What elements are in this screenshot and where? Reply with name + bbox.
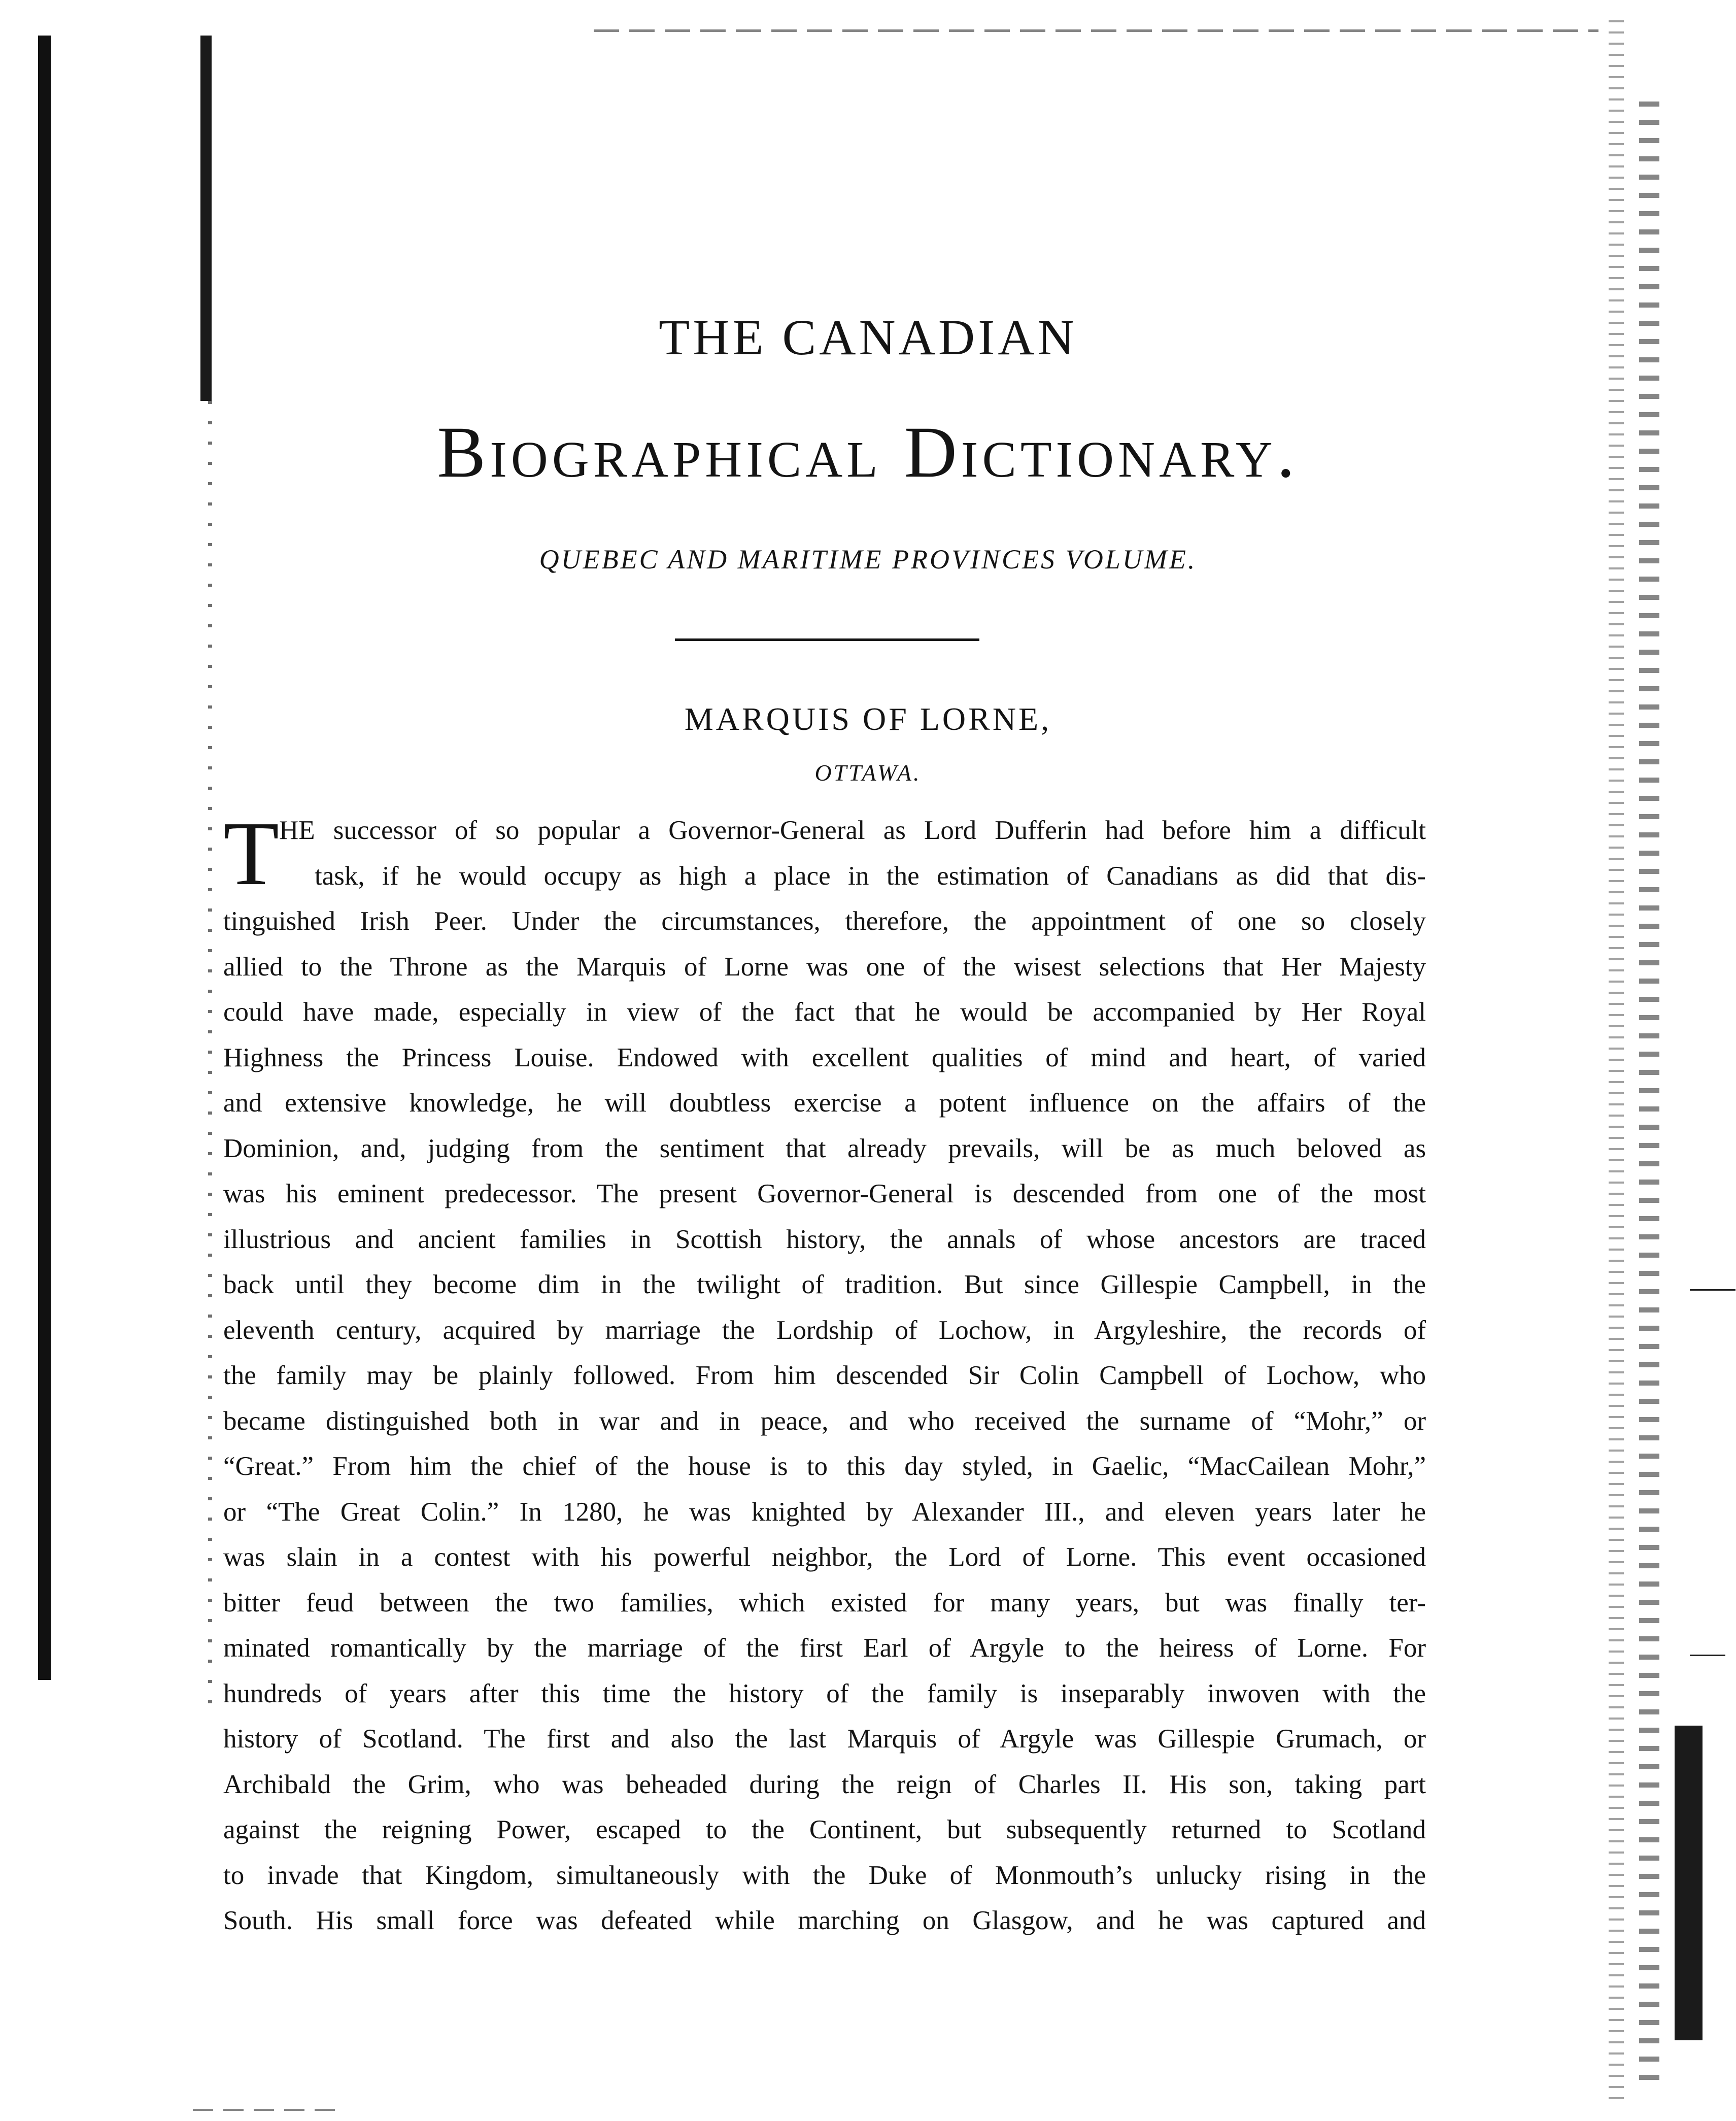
- body-line: back until they become dim in the twilight of tradition. But since Gillespie Campbell, in the: [223, 1270, 1426, 1299]
- title-divider: [675, 638, 979, 641]
- scan-binding-shadow: [38, 36, 51, 1680]
- body-line: task, if he would occupy as high a place in the estimation of Canadians as did that dis-: [315, 861, 1426, 891]
- entry-location: OTTAWA.: [814, 760, 922, 786]
- body-line: Highness the Princess Louise. Endowed with excellent qualities of mind and heart, of varied: [223, 1042, 1426, 1072]
- body-line: and extensive knowledge, he will doubtless exercise a potent influence on the affairs of the: [223, 1088, 1426, 1118]
- body-line: history of Scotland. The first and also the last Marquis of Argyle was Gillespie Grumach, or: [223, 1724, 1426, 1754]
- body-line: South. His small force was defeated while marching on Glasgow, and he was captured and: [223, 1906, 1426, 1935]
- body-line: or “The Great Colin.” In 1280, he was knighted by Alexander III., and eleven years later he: [223, 1497, 1426, 1527]
- body-line: was slain in a contest with his powerful neighbor, the Lord of Lorne. This event occasioned: [223, 1542, 1426, 1572]
- body-line: minated romantically by the marriage of the first Earl of Argyle to the heiress of Lorne. For: [223, 1633, 1426, 1663]
- body-line: “Great.” From him the chief of the house is to this day styled, in Gaelic, “MacCailean Mohr,”: [223, 1452, 1426, 1481]
- scan-right-edge-block: [1675, 1726, 1703, 2040]
- body-line: allied to the Throne as the Marquis of Lorne was one of the wisest selections that Her Majesty: [223, 952, 1426, 982]
- scan-side-tick: [1690, 1655, 1725, 1656]
- body-line: tinguished Irish Peer. Under the circumstances, therefore, the appointment of one so closely: [223, 906, 1426, 936]
- body-line: Dominion, and, judging from the sentiment that already prevails, will be as much beloved as: [223, 1133, 1426, 1163]
- scan-gutter-speckle: [208, 401, 212, 1721]
- body-line: to invade that Kingdom, simultaneously with the Duke of Monmouth’s unlucky rising in the: [223, 1860, 1426, 1890]
- body-line: illustrious and ancient families in Scottish history, the annals of whose ancestors are traced: [223, 1224, 1426, 1254]
- body-line: eleventh century, acquired by marriage the Lordship of Lochow, in Argyleshire, the records of: [223, 1315, 1426, 1345]
- entry-heading: MARQUIS OF LORNE,: [684, 701, 1052, 737]
- body-line: the family may be plainly followed. From him descended Sir Colin Campbell of Lochow, who: [223, 1361, 1426, 1390]
- volume-title: QUEBEC AND MARITIME PROVINCES VOLUME.: [539, 544, 1197, 575]
- scan-top-edge-mark: [594, 29, 1598, 32]
- publication-title: THE CANADIAN: [659, 309, 1077, 365]
- publication-subtitle: Biographical Dictionary.: [437, 412, 1299, 493]
- scan-right-edge-noise-2: [1639, 102, 1659, 2081]
- body-line: HE successor of so popular a Governor-General as Lord Dufferin had before him a difficult: [279, 816, 1426, 845]
- drop-cap: T: [223, 803, 279, 904]
- scan-bottom-edge-mark: [193, 2109, 345, 2111]
- body-line: hundreds of years after this time the history of the family is inseparably inwoven with the: [223, 1678, 1426, 1708]
- body-line: was his eminent predecessor. The present Governor-General is descended from one of the most: [223, 1179, 1426, 1208]
- entry-body: [223, 803, 1426, 1944]
- body-line: Archibald the Grim, who was beheaded during the reign of Charles II. His son, taking part: [223, 1769, 1426, 1799]
- scan-side-tick: [1690, 1289, 1735, 1291]
- body-line: could have made, especially in view of the fact that he would be accompanied by Her Royal: [223, 997, 1426, 1027]
- body-line: became distinguished both in war and in peace, and who received the surname of “Mohr,” or: [223, 1406, 1426, 1436]
- body-line: against the reigning Power, escaped to the Continent, but subsequently returned to Scotland: [223, 1815, 1426, 1844]
- body-line: bitter feud between the two families, which existed for many years, but was finally ter-: [223, 1588, 1426, 1618]
